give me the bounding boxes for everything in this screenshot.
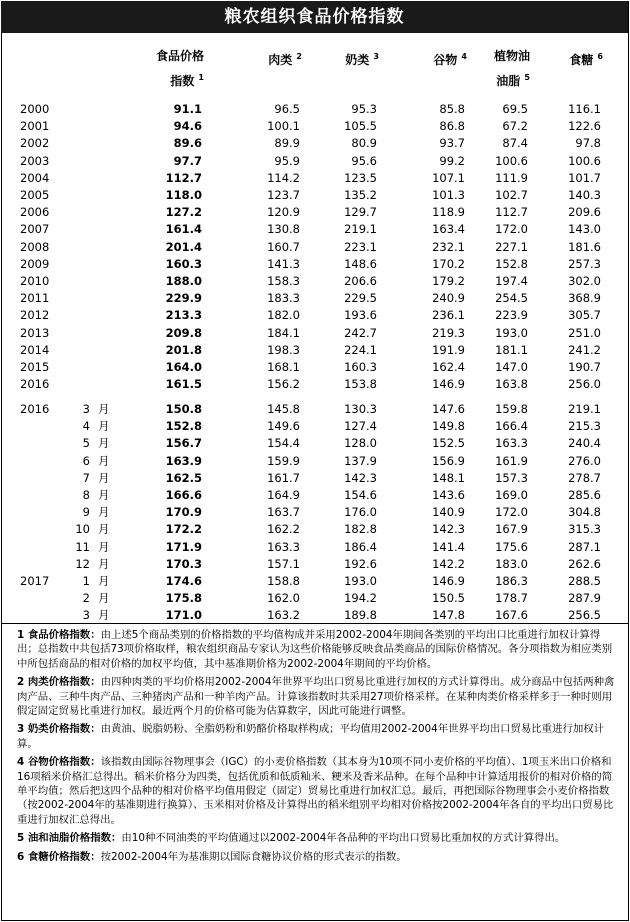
cell-food-index: 172.2 (165, 522, 202, 537)
cell-cereals: 147.6 (432, 402, 465, 416)
month-unit: 月 (98, 556, 110, 571)
row-month: 9 (82, 505, 90, 520)
cell-oils: 111.9 (495, 170, 528, 185)
table-row (0, 573, 628, 590)
cell-oils: 166.4 (495, 419, 528, 434)
row-month: 1 (82, 574, 90, 588)
cell-oils: 178.7 (495, 591, 528, 606)
month-unit: 月 (98, 608, 110, 623)
cell-cereals: 143.6 (432, 488, 465, 502)
cell-cereals: 107.1 (432, 170, 465, 185)
cell-oils: 254.5 (495, 291, 528, 306)
cell-food-index: 94.6 (173, 119, 202, 134)
row-year: 2011 (20, 291, 50, 306)
cell-food-index: 162.5 (165, 470, 202, 485)
cell-sugar: 256.0 (568, 377, 601, 392)
cell-sugar: 215.3 (568, 419, 601, 434)
cell-sugar: 276.0 (568, 453, 601, 468)
cell-meat: 149.6 (267, 419, 300, 434)
cell-dairy: 176.0 (344, 505, 377, 520)
footnote-label: 3 奶类价格指数： (17, 723, 101, 736)
cell-dairy: 154.6 (344, 488, 377, 502)
cell-food-index: 97.7 (173, 153, 202, 168)
table-row (0, 290, 628, 307)
footnote-label: 1 食品价格指数： (17, 629, 101, 641)
cell-meat: 156.2 (267, 377, 300, 392)
cell-meat: 123.7 (267, 188, 300, 202)
cell-meat: 198.3 (267, 342, 300, 357)
cell-oils: 163.3 (495, 436, 528, 451)
cell-dairy: 182.8 (344, 522, 377, 537)
cell-meat: 164.9 (267, 488, 300, 502)
cell-dairy: 223.1 (344, 239, 377, 254)
cell-food-index: 161.5 (165, 377, 202, 392)
cell-dairy: 80.9 (351, 136, 377, 151)
row-year: 2008 (20, 239, 50, 254)
cell-food-index: 160.3 (165, 256, 202, 271)
table-row (0, 239, 628, 256)
row-year: 2001 (20, 119, 50, 134)
footnote (17, 628, 617, 671)
month-unit: 月 (98, 402, 110, 416)
cell-food-index: 112.7 (165, 170, 202, 185)
cell-food-index: 209.8 (165, 325, 202, 340)
cell-food-index: 175.8 (165, 591, 202, 606)
cell-oils: 87.4 (502, 136, 528, 151)
footnote-marker: 3 (373, 52, 379, 61)
footnote-label: 6 食糖价格指数： (17, 850, 101, 863)
table-row (0, 273, 628, 290)
cell-sugar: 368.9 (568, 291, 601, 306)
footnote-text: 由四种肉类的平均价格用2002-2004年世界平均出口贸易比重进行加权的方式计算得出。成分商品中包括两种禽肉产品、三种牛肉产品、三种猪肉产品和一种羊肉产品。计算该指数时共采用27项价格采样。在某种肉类价格采样多于一种时则用假定固定贸易比重进行加权。最近两个月的价格可能为估算数字，因此可能进行调整。 (17, 676, 615, 718)
cell-cereals: 150.5 (432, 591, 465, 606)
cell-food-index: 164.0 (165, 360, 202, 374)
footnote-text: 由上述5个商品类别的价格指数的平均值构成并采用2002-2004年期间各类别的平均出口比重进行加权计算得出；总指数中共包括73项价格取样，粮农组织商品专家认为这些价格能够反映食品类商品的国际价格情况。各分项指数为相应类别中所包括商品的相对价格的加权平均值，其中基准期价格为2002-2004年期间的平均价格。 (17, 629, 613, 670)
cell-meat: 159.9 (267, 453, 300, 468)
cell-sugar: 209.6 (568, 205, 601, 220)
cell-dairy: 129.7 (344, 205, 377, 220)
cell-meat: 162.2 (267, 522, 300, 537)
cell-dairy: 153.8 (344, 377, 377, 392)
cell-dairy: 95.6 (351, 153, 377, 168)
cell-dairy: 137.9 (344, 453, 377, 468)
cell-dairy: 229.5 (344, 291, 377, 306)
notes-divider (1, 623, 628, 624)
cell-meat: 163.3 (267, 539, 300, 554)
cell-oils: 186.3 (495, 574, 528, 588)
footnote-marker: 6 (597, 52, 603, 61)
month-unit: 月 (98, 505, 110, 520)
cell-sugar: 288.5 (568, 574, 601, 588)
cell-oils: 193.0 (495, 325, 528, 340)
cell-dairy: 130.3 (344, 402, 377, 416)
cell-meat: 161.7 (267, 470, 300, 485)
cell-sugar: 257.3 (568, 256, 601, 271)
row-year: 2016 (20, 377, 50, 392)
cell-sugar: 241.2 (568, 342, 601, 357)
cell-food-index: 166.6 (165, 488, 202, 502)
cell-cereals: 236.1 (432, 308, 465, 323)
cell-cereals: 141.4 (432, 539, 465, 554)
cell-sugar: 140.3 (568, 188, 601, 202)
row-month: 5 (82, 436, 90, 451)
cell-oils: 181.1 (495, 342, 528, 357)
cell-meat: 163.2 (267, 608, 300, 623)
footnote (17, 831, 617, 845)
cell-sugar: 251.0 (568, 325, 601, 340)
cell-sugar: 315.3 (568, 522, 601, 537)
cell-oils: 67.2 (502, 119, 528, 134)
header-line: 食品价格 (155, 49, 204, 63)
row-year: 2004 (20, 170, 50, 185)
footnote-text: 该指数由国际谷物理事会（IGC）的小麦价格指数（其本身为10项不同小麦价格的平均值）、1项玉米出口价格和16项稻米价格汇总得出。稻米价格分为四类，包括优质和低质籼米、粳米及香米品种。在每个品种中计算适用报价的相对价格的简单平均值；然后把这四个品种的相对价格平均值用假定（固定）贸易比重进行加权汇总。最后，再把国际谷物理事会小麦价格指数（按2002-2004年的基准期进行换算）、玉米相对价格及计算得出的稻米组别平均相对价格按2002-2004年各自的平均出口贸易比重进行加权汇总得出。 (17, 756, 614, 826)
table-row (0, 376, 628, 393)
month-unit: 月 (98, 591, 110, 606)
row-year: 2010 (20, 274, 50, 288)
cell-meat: 157.1 (267, 556, 300, 571)
cell-dairy: 193.6 (344, 308, 377, 323)
cell-oils: 163.8 (495, 377, 528, 392)
row-month: 3 (82, 402, 90, 416)
footnote-text: 由10种不同油类的平均值通过以2002-2004年各品种的平均出口贸易比重加权的方式计算得出。 (121, 832, 566, 845)
cell-oils: 197.4 (495, 274, 528, 288)
table-row (0, 135, 628, 152)
cell-oils: 172.0 (495, 222, 528, 237)
cell-dairy: 128.0 (344, 436, 377, 451)
table-row (0, 504, 628, 521)
cell-oils: 223.9 (495, 308, 528, 323)
row-year: 2007 (20, 222, 50, 237)
row-month: 8 (82, 488, 90, 502)
month-unit: 月 (98, 436, 110, 451)
cell-sugar: 240.4 (568, 436, 601, 451)
cell-sugar: 278.7 (568, 470, 601, 485)
header-line: 油脂 $^5$ (496, 73, 530, 88)
cell-dairy: 186.4 (344, 539, 377, 554)
cell-oils: 169.0 (495, 488, 528, 502)
cell-food-index: 118.0 (165, 188, 202, 202)
cell-meat: 162.0 (267, 591, 300, 606)
cell-meat: 183.3 (267, 291, 300, 306)
table-row (0, 342, 628, 359)
cell-meat: 130.8 (267, 222, 300, 237)
cell-dairy: 242.7 (344, 325, 377, 340)
row-year: 2014 (20, 342, 50, 357)
cell-sugar: 287.1 (568, 539, 601, 554)
cell-meat: 158.8 (267, 574, 300, 588)
cell-sugar: 305.7 (568, 308, 601, 323)
cell-meat: 154.4 (267, 436, 300, 451)
footnote-label: 4 谷物价格指数： (17, 756, 101, 769)
table-row (0, 539, 628, 556)
table-title: 粮农组织食品价格指数 (1, 1, 628, 33)
month-unit: 月 (98, 419, 110, 434)
table-row (0, 470, 628, 487)
row-month: 2 (82, 591, 90, 606)
table-row (0, 401, 628, 418)
month-unit: 月 (98, 453, 110, 468)
cell-cereals: 219.3 (432, 325, 465, 340)
header-line: 食糖 $^6$ (569, 52, 603, 67)
cell-sugar: 101.7 (568, 170, 601, 185)
cell-oils: 147.0 (495, 360, 528, 374)
footnote-label: 5 油和油脂价格指数： (17, 832, 122, 845)
row-year: 2002 (20, 136, 50, 151)
cell-meat: 168.1 (267, 360, 300, 374)
cell-food-index: 201.8 (165, 342, 202, 357)
cell-oils: 172.0 (495, 505, 528, 520)
header-meat (268, 46, 302, 71)
cell-dairy: 148.6 (344, 256, 377, 271)
cell-meat: 158.3 (267, 274, 300, 288)
table-row (0, 153, 628, 170)
cell-food-index: 229.9 (165, 291, 202, 306)
row-month: 7 (82, 470, 90, 485)
cell-cereals: 101.3 (432, 188, 465, 202)
cell-sugar: 219.1 (568, 402, 601, 416)
cell-food-index: 89.6 (173, 136, 202, 151)
table-row (0, 556, 628, 573)
cell-food-index: 188.0 (165, 274, 202, 288)
cell-oils: 175.6 (495, 539, 528, 554)
cell-food-index: 170.9 (165, 505, 202, 520)
row-month: 3 (82, 608, 90, 623)
row-year: 2003 (20, 153, 50, 168)
cell-sugar: 122.6 (568, 119, 601, 134)
cell-cereals: 142.3 (432, 522, 465, 537)
cell-cereals: 163.4 (432, 222, 465, 237)
cell-oils: 227.1 (495, 239, 528, 254)
cell-sugar: 287.9 (568, 591, 601, 606)
row-month: 12 (75, 556, 90, 571)
cell-dairy: 135.2 (344, 188, 377, 202)
cell-food-index: 213.3 (165, 308, 202, 323)
footnote-marker: 1 (198, 73, 204, 82)
footnote (17, 722, 617, 751)
cell-food-index: 171.9 (165, 539, 202, 554)
footnote (17, 850, 617, 864)
footnote-marker: 5 (524, 73, 530, 82)
table-row (0, 435, 628, 452)
cell-meat: 95.9 (274, 153, 300, 168)
table-row (0, 307, 628, 324)
cell-cereals: 85.8 (439, 102, 465, 116)
table-row (0, 418, 628, 435)
cell-sugar: 143.0 (568, 222, 601, 237)
cell-sugar: 302.0 (568, 274, 601, 288)
cell-dairy: 224.1 (344, 342, 377, 357)
cell-sugar: 256.5 (568, 608, 601, 623)
cell-cereals: 179.2 (432, 274, 465, 288)
cell-dairy: 95.3 (351, 102, 377, 116)
month-unit: 月 (98, 574, 110, 588)
cell-cereals: 93.7 (439, 136, 465, 151)
header-sugar (569, 46, 603, 71)
cell-cereals: 152.5 (432, 436, 465, 451)
cell-dairy: 189.8 (344, 608, 377, 623)
cell-cereals: 99.2 (439, 153, 465, 168)
cell-meat: 141.3 (267, 256, 300, 271)
cell-food-index: 170.3 (165, 556, 202, 571)
cell-dairy: 160.3 (344, 360, 377, 374)
cell-oils: 152.8 (495, 256, 528, 271)
table-row (0, 221, 628, 238)
cell-oils: 167.6 (495, 608, 528, 623)
month-unit: 月 (98, 539, 110, 554)
cell-dairy: 206.6 (344, 274, 377, 288)
row-year: 2015 (20, 360, 50, 374)
cell-food-index: 161.4 (165, 222, 202, 237)
cell-food-index: 163.9 (165, 453, 202, 468)
cell-oils: 157.3 (495, 470, 528, 485)
footnote-text: 由黄油、脱脂奶粉、全脂奶粉和奶酪价格取样构成；平均值用2002-2004年世界平均出口贸易比重进行加权计算。 (17, 723, 605, 750)
cell-dairy: 142.3 (344, 470, 377, 485)
table-row (0, 118, 628, 135)
cell-cereals: 140.9 (432, 505, 465, 520)
table-row (0, 170, 628, 187)
cell-sugar: 285.6 (568, 488, 601, 502)
cell-sugar: 100.6 (568, 153, 601, 168)
cell-sugar: 116.1 (568, 102, 601, 116)
cell-cereals: 162.4 (432, 360, 465, 374)
table-row (0, 590, 628, 607)
cell-sugar: 181.6 (568, 239, 601, 254)
cell-oils: 100.6 (495, 153, 528, 168)
table-row (0, 187, 628, 204)
row-year: 2013 (20, 325, 50, 340)
cell-dairy: 219.1 (344, 222, 377, 237)
table-row (0, 487, 628, 504)
cell-oils: 161.9 (495, 453, 528, 468)
cell-food-index: 91.1 (173, 102, 202, 116)
cell-food-index: 152.8 (165, 419, 202, 434)
header-line: 奶类 $^3$ (345, 52, 379, 67)
table-row (0, 521, 628, 538)
cell-meat: 120.9 (267, 205, 300, 220)
cell-food-index: 156.7 (165, 436, 202, 451)
cell-food-index: 171.0 (165, 608, 202, 623)
cell-oils: 183.0 (495, 556, 528, 571)
header-line: 指数 $^1$ (170, 73, 204, 88)
header-food-index (156, 46, 204, 92)
footnotes (17, 628, 617, 868)
cell-cereals: 170.2 (432, 256, 465, 271)
cell-food-index: 174.6 (165, 574, 202, 588)
cell-cereals: 146.9 (432, 574, 465, 588)
cell-cereals: 146.9 (432, 377, 465, 392)
cell-meat: 160.7 (267, 239, 300, 254)
cell-sugar: 97.8 (575, 136, 601, 151)
cell-oils: 102.7 (495, 188, 528, 202)
cell-meat: 184.1 (267, 325, 300, 340)
table-row (0, 607, 628, 624)
table-row (0, 101, 628, 118)
month-unit: 月 (98, 470, 110, 485)
cell-meat: 145.8 (267, 402, 300, 416)
month-unit: 月 (98, 488, 110, 502)
cell-oils: 159.8 (495, 402, 528, 416)
cell-dairy: 105.5 (344, 119, 377, 134)
cell-cereals: 149.8 (432, 419, 465, 434)
row-month: 11 (75, 539, 90, 554)
footnote (17, 675, 617, 718)
row-year: 2006 (20, 205, 50, 220)
cell-cereals: 142.2 (432, 556, 465, 571)
cell-meat: 163.7 (267, 505, 300, 520)
cell-cereals: 148.1 (432, 470, 465, 485)
cell-meat: 96.5 (274, 102, 300, 116)
cell-cereals: 191.9 (432, 342, 465, 357)
cell-cereals: 118.9 (432, 205, 465, 220)
cell-oils: 112.7 (495, 205, 528, 220)
table-row (0, 359, 628, 376)
cell-cereals: 86.8 (439, 119, 465, 134)
month-unit: 月 (98, 522, 110, 537)
footnote-label: 2 肉类价格指数： (17, 676, 101, 689)
footnote-marker: 4 (461, 52, 467, 61)
cell-dairy: 192.6 (344, 556, 377, 571)
cell-sugar: 262.6 (568, 556, 601, 571)
cell-dairy: 193.0 (344, 574, 377, 588)
cell-oils: 69.5 (502, 102, 528, 116)
header-dairy (345, 46, 379, 71)
row-year: 2016 (20, 402, 50, 416)
cell-sugar: 304.8 (568, 505, 601, 520)
row-year: 2009 (20, 256, 50, 271)
table-row (0, 204, 628, 221)
cell-meat: 114.2 (267, 170, 300, 185)
cell-cereals: 147.8 (432, 608, 465, 623)
header-cereals (433, 46, 467, 71)
row-month: 4 (82, 419, 90, 434)
cell-meat: 89.9 (274, 136, 300, 151)
header-line: 植物油 (493, 49, 530, 63)
cell-food-index: 150.8 (165, 402, 202, 416)
row-year: 2017 (20, 574, 50, 588)
cell-cereals: 232.1 (432, 239, 465, 254)
footnote (17, 755, 617, 827)
table-row (0, 256, 628, 273)
row-month: 6 (82, 453, 90, 468)
cell-oils: 167.9 (495, 522, 528, 537)
row-year: 2012 (20, 308, 50, 323)
cell-food-index: 127.2 (165, 205, 202, 220)
table-row (0, 325, 628, 342)
footnote-text: 按2002-2004年为基准期以国际食糖协议价格的形式表示的指数。 (100, 850, 407, 863)
header-line: 肉类 $^2$ (268, 52, 302, 67)
cell-dairy: 127.4 (344, 419, 377, 434)
header-line: 谷物 $^4$ (433, 52, 467, 67)
cell-food-index: 201.4 (165, 239, 202, 254)
header-oils (494, 46, 530, 92)
cell-dairy: 123.5 (344, 170, 377, 185)
table-row (0, 453, 628, 470)
row-month: 10 (75, 522, 90, 537)
cell-meat: 182.0 (267, 308, 300, 323)
footnote-marker: 2 (296, 52, 302, 61)
cell-sugar: 190.7 (568, 360, 601, 374)
row-year: 2005 (20, 188, 50, 202)
cell-dairy: 194.2 (344, 591, 377, 606)
cell-cereals: 240.9 (432, 291, 465, 306)
cell-cereals: 156.9 (432, 453, 465, 468)
cell-meat: 100.1 (267, 119, 300, 134)
row-year: 2000 (20, 102, 50, 116)
